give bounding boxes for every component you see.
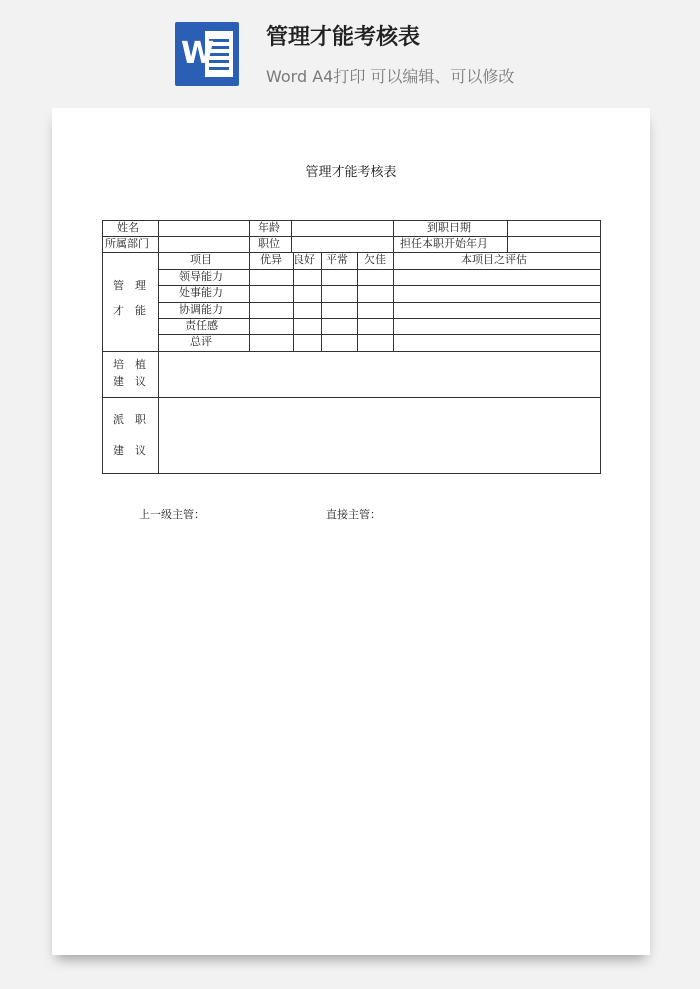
label-age: 年龄 (258, 221, 280, 234)
document-title: 管理才能考核表 (305, 165, 397, 180)
item-handling: 处事能力 (179, 286, 223, 299)
assignment-label-line2: 建 议 (113, 444, 146, 457)
label-name: 姓名 (117, 221, 139, 234)
row-line (103, 351, 600, 352)
header-title: 管理才能考核表 (266, 25, 421, 50)
word-app-icon (175, 22, 239, 86)
col-line (249, 252, 250, 351)
col-line (158, 252, 159, 473)
row-line (158, 269, 600, 270)
col-line (291, 221, 292, 252)
col-header-comment: 本项目之评估 (461, 253, 527, 266)
col-line (158, 221, 159, 252)
signature-superior: 上一级主管： (139, 508, 205, 521)
col-header-excellent: 优异 (260, 253, 282, 266)
col-line (357, 252, 358, 351)
item-overall: 总评 (190, 335, 212, 348)
ability-side-label-bottom: 才 能 (113, 304, 146, 317)
document-page (52, 108, 650, 955)
label-position-start: 担任本职开始年月 (400, 237, 488, 250)
evaluation-form (102, 220, 601, 474)
row-line (103, 397, 600, 398)
col-header-poor: 欠佳 (364, 253, 386, 266)
col-line (321, 252, 322, 351)
col-header-good: 良好 (293, 253, 315, 266)
header-subtitle: Word A4打印 可以编辑、可以修改 (266, 67, 515, 86)
item-responsibility: 责任感 (185, 319, 218, 332)
assignment-label-line1: 派 职 (113, 413, 146, 426)
row-line (103, 236, 600, 237)
word-letter: W (181, 36, 215, 71)
item-coordination: 协调能力 (179, 303, 223, 316)
col-line (393, 221, 394, 252)
row-line (158, 302, 600, 303)
row-line (158, 285, 600, 286)
col-header-average: 平常 (326, 253, 348, 266)
training-label-line2: 建 议 (113, 375, 146, 388)
item-leadership: 领导能力 (179, 270, 223, 283)
label-position: 职位 (258, 237, 280, 250)
training-label-line1: 培 植 (113, 358, 146, 371)
row-line (158, 334, 600, 335)
ability-side-label-top: 管 理 (113, 279, 146, 292)
col-line (249, 221, 250, 252)
col-line (393, 252, 394, 351)
col-line (507, 221, 508, 252)
col-header-item: 项目 (190, 253, 212, 266)
signature-direct: 直接主管： (326, 508, 381, 521)
label-department: 所属部门 (105, 237, 149, 250)
row-line (158, 318, 600, 319)
label-hire-date: 到职日期 (427, 221, 471, 234)
